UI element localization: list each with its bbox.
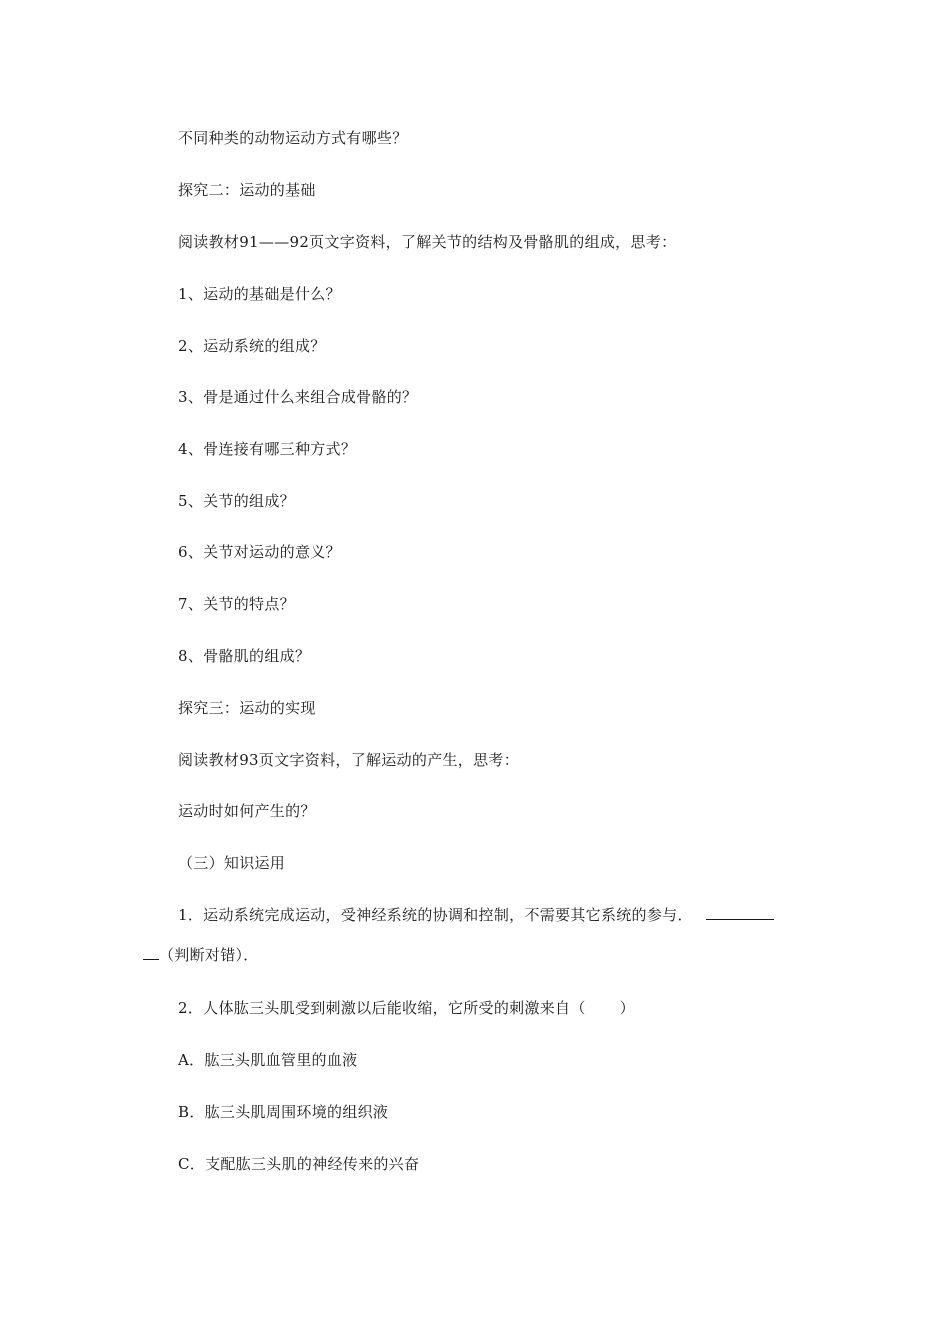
section-heading-knowledge-application: （三）知识运用	[178, 854, 286, 872]
exercise-1-text: 1．运动系统完成运动，受神经系统的协调和控制，不需要其它系统的参与．	[178, 906, 693, 924]
reading-instruction-1: 阅读教材91——92页文字资料，了解关节的结构及骨骼肌的组成，思考：	[178, 233, 677, 251]
exercise-2-stem-text: 2．人体肱三头肌受到刺激以后能收缩，它所受的刺激来自（	[178, 999, 586, 1017]
exercise-2-option-a: A．肱三头肌血管里的血液	[178, 1051, 358, 1069]
exercise-2-option-c: C．支配肱三头肌的神经传来的兴奋	[178, 1155, 420, 1173]
question-item-7: 7、关节的特点？	[178, 595, 295, 613]
exercise-1-suffix: （判断对错）．	[159, 946, 259, 964]
reading-instruction-2: 阅读教材93页文字资料，了解运动的产生，思考：	[178, 751, 519, 769]
section-heading-inquiry-3: 探究三：运动的实现	[178, 699, 316, 717]
question-item-8: 8、骨骼肌的组成？	[178, 647, 311, 665]
exercise-2-stem-close: ）	[619, 999, 635, 1017]
question-movement-origin: 运动时如何产生的？	[178, 802, 316, 820]
question-item-3: 3、骨是通过什么来组合成骨骼的？	[178, 388, 418, 406]
exercise-2-option-b: B．肱三头肌周围环境的组织液	[178, 1103, 389, 1121]
exercise-1-line-2	[143, 945, 259, 965]
question-item-1: 1、运动的基础是什么？	[178, 285, 341, 303]
answer-blank-part-2[interactable]	[143, 945, 159, 960]
question-animal-movement: 不同种类的动物运动方式有哪些？	[178, 129, 408, 147]
section-heading-inquiry-2: 探究二：运动的基础	[178, 181, 316, 199]
answer-blank-part-1[interactable]	[706, 905, 774, 920]
question-item-5: 5、关节的组成？	[178, 492, 295, 510]
exercise-2-stem	[178, 998, 635, 1018]
question-item-2: 2、运动系统的组成？	[178, 337, 326, 355]
exercise-1-line-1	[178, 905, 774, 925]
question-item-4: 4、骨连接有哪三种方式？	[178, 440, 357, 458]
question-item-6: 6、关节对运动的意义？	[178, 543, 341, 561]
